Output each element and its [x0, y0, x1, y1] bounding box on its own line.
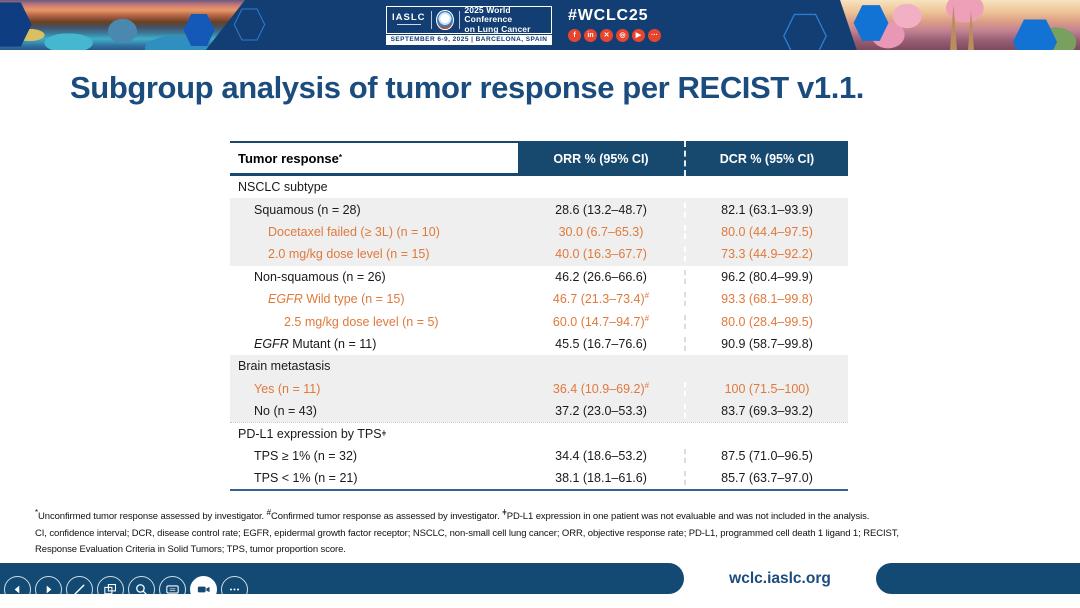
divider	[459, 11, 460, 29]
dcr-value: 100 (71.5–100)	[684, 382, 848, 396]
hexagon-outline-decoration	[233, 5, 266, 44]
table-row	[230, 243, 848, 265]
orr-value: 46.2 (26.6–66.6)	[555, 269, 647, 284]
previous-slide-button[interactable]	[4, 576, 31, 603]
presentation-controls	[4, 576, 248, 603]
table-row	[230, 176, 848, 198]
x-twitter-icon: ✕	[600, 29, 613, 42]
row-label: Brain metastasis	[238, 359, 331, 374]
table-row	[230, 221, 848, 243]
dcr-value: 96.2 (80.4–99.9)	[684, 270, 848, 284]
dcr-value: 87.5 (71.0–96.5)	[684, 449, 848, 463]
dcr-value: 80.0 (28.4–99.5)	[684, 315, 848, 329]
table-header-row	[230, 141, 848, 176]
row-label: Yes (n = 11)	[254, 381, 321, 396]
table-row	[230, 467, 848, 489]
hexagon-decoration	[852, 3, 890, 43]
table-row	[230, 378, 848, 400]
youtube-icon: ▶	[632, 29, 645, 42]
table-row	[230, 422, 848, 444]
row-label: EGFR Mutant (n = 11)	[254, 336, 377, 351]
dcr-value: 90.9 (58.7–99.8)	[684, 337, 848, 351]
facebook-icon: f	[568, 29, 581, 42]
column-header-dcr: DCR % (95% CI)	[684, 141, 848, 176]
dcr-value: 73.3 (44.9–92.2)	[684, 247, 848, 261]
pen-tool-button[interactable]	[66, 576, 93, 603]
table-row	[230, 355, 848, 377]
conference-dates: SEPTEMBER 6-9, 2025 | BARCELONA, SPAIN	[386, 35, 552, 45]
orr-value: 34.4 (18.6–53.2)	[555, 448, 647, 463]
row-label: 2.0 mg/kg dose level (n = 15)	[268, 247, 430, 262]
orr-value: 45.5 (16.7–76.6)	[555, 336, 647, 351]
conference-banner	[0, 0, 1080, 50]
row-label: Non-squamous (n = 26)	[254, 269, 386, 284]
hexagon-outline-decoration	[782, 12, 828, 50]
iaslc-logo-block	[386, 6, 552, 45]
row-label: TPS < 1% (n = 21)	[254, 471, 358, 486]
table-row	[230, 333, 848, 355]
dcr-value: 93.3 (68.1–99.8)	[684, 292, 848, 306]
instagram-icon: ◎	[616, 29, 629, 42]
orr-value: 38.1 (18.1–61.6)	[555, 471, 647, 486]
display-settings-button[interactable]	[159, 576, 186, 603]
abbreviations-line-1: CI, confidence interval; DCR, disease control rate; EGFR, epidermal growth factor receptor; NSCLC, non-small cell lung cancer; ORR, objective response rate; PD-L1, programmed cell death 1 ligand 1; RECIST,	[35, 527, 899, 539]
social-icons	[568, 29, 661, 42]
footnote-markers-line: *Unconfirmed tumor response assessed by investigator. #Confirmed tumor response as assessed by investigator. $^ǂ$PD-L1 expression in one patient was not evaluable and was not included in the analysis.	[35, 507, 870, 522]
table-row	[230, 310, 848, 332]
wclc-emblem-icon	[436, 10, 453, 30]
divider	[431, 11, 432, 29]
column-header-tumor-response: Tumor response *	[230, 141, 518, 176]
orr-value: 28.6 (13.2–48.7)	[555, 202, 647, 217]
abbreviations-line-2: Response Evaluation Criteria in Solid Tumors; TPS, tumor proportion score.	[35, 544, 346, 555]
iaslc-logo: IASLC	[392, 13, 426, 27]
camera-button[interactable]	[190, 576, 217, 603]
row-label: EGFR Wild type (n = 15)	[268, 292, 405, 307]
linkedin-icon: in	[584, 29, 597, 42]
row-label: No (n = 43)	[254, 404, 317, 419]
footnotes	[35, 509, 1047, 559]
zoom-tool-button[interactable]	[128, 576, 155, 603]
table-row	[230, 400, 848, 422]
orr-value: 30.0 (6.7–65.3)	[558, 224, 644, 239]
orr-value: 46.7 (21.3–73.4)#	[552, 290, 650, 307]
orr-value: 60.0 (14.7–94.7)#	[552, 313, 650, 329]
table-row	[230, 266, 848, 288]
hashtag-block	[568, 7, 661, 42]
orr-value: 36.4 (10.9–69.2)#	[552, 380, 650, 396]
hexagon-decoration	[182, 12, 216, 48]
row-label: Squamous (n = 28)	[254, 202, 361, 217]
slide-sorter-button[interactable]	[97, 576, 124, 603]
row-label: NSCLC subtype	[238, 180, 328, 195]
row-label: Docetaxel failed (≥ 3L) (n = 10)	[268, 224, 440, 239]
cathedral-spire-decoration	[950, 4, 957, 50]
cathedral-spire-decoration	[968, 10, 974, 50]
conference-name: 2025 World Conference on Lung Cancer	[464, 4, 531, 34]
tumor-response-table	[230, 141, 848, 491]
more-options-button[interactable]	[221, 576, 248, 603]
footer-url: wclc.iaslc.org	[729, 570, 831, 587]
orr-value: 40.0 (16.3–67.7)	[555, 247, 647, 262]
dcr-value: 80.0 (44.4–97.5)	[684, 225, 848, 239]
footer-bar-right	[876, 563, 1080, 594]
row-label: PD-L1 expression by TPS ǂ	[238, 426, 387, 441]
next-slide-button[interactable]	[35, 576, 62, 603]
slide-title: Subgroup analysis of tumor response per RECIST v1.1.	[70, 70, 864, 105]
hexagon-decoration	[1008, 18, 1062, 50]
dcr-value: 82.1 (63.1–93.9)	[684, 203, 848, 217]
hexagon-decoration	[0, 1, 34, 48]
column-header-orr: ORR % (95% CI)	[518, 141, 684, 176]
hashtag: #WCLC25	[568, 7, 649, 24]
row-label: TPS ≥ 1% (n = 32)	[254, 448, 358, 463]
orr-value: 37.2 (23.0–53.3)	[555, 404, 647, 419]
dcr-value: 83.7 (69.3–93.2)	[684, 404, 848, 418]
table-row	[230, 198, 848, 220]
table-body	[230, 176, 848, 491]
dcr-value: 85.7 (63.7–97.0)	[684, 471, 848, 485]
table-row	[230, 288, 848, 310]
threads-icon: ···	[648, 29, 661, 42]
table-row	[230, 445, 848, 467]
row-label: 2.5 mg/kg dose level (n = 5)	[284, 314, 439, 329]
